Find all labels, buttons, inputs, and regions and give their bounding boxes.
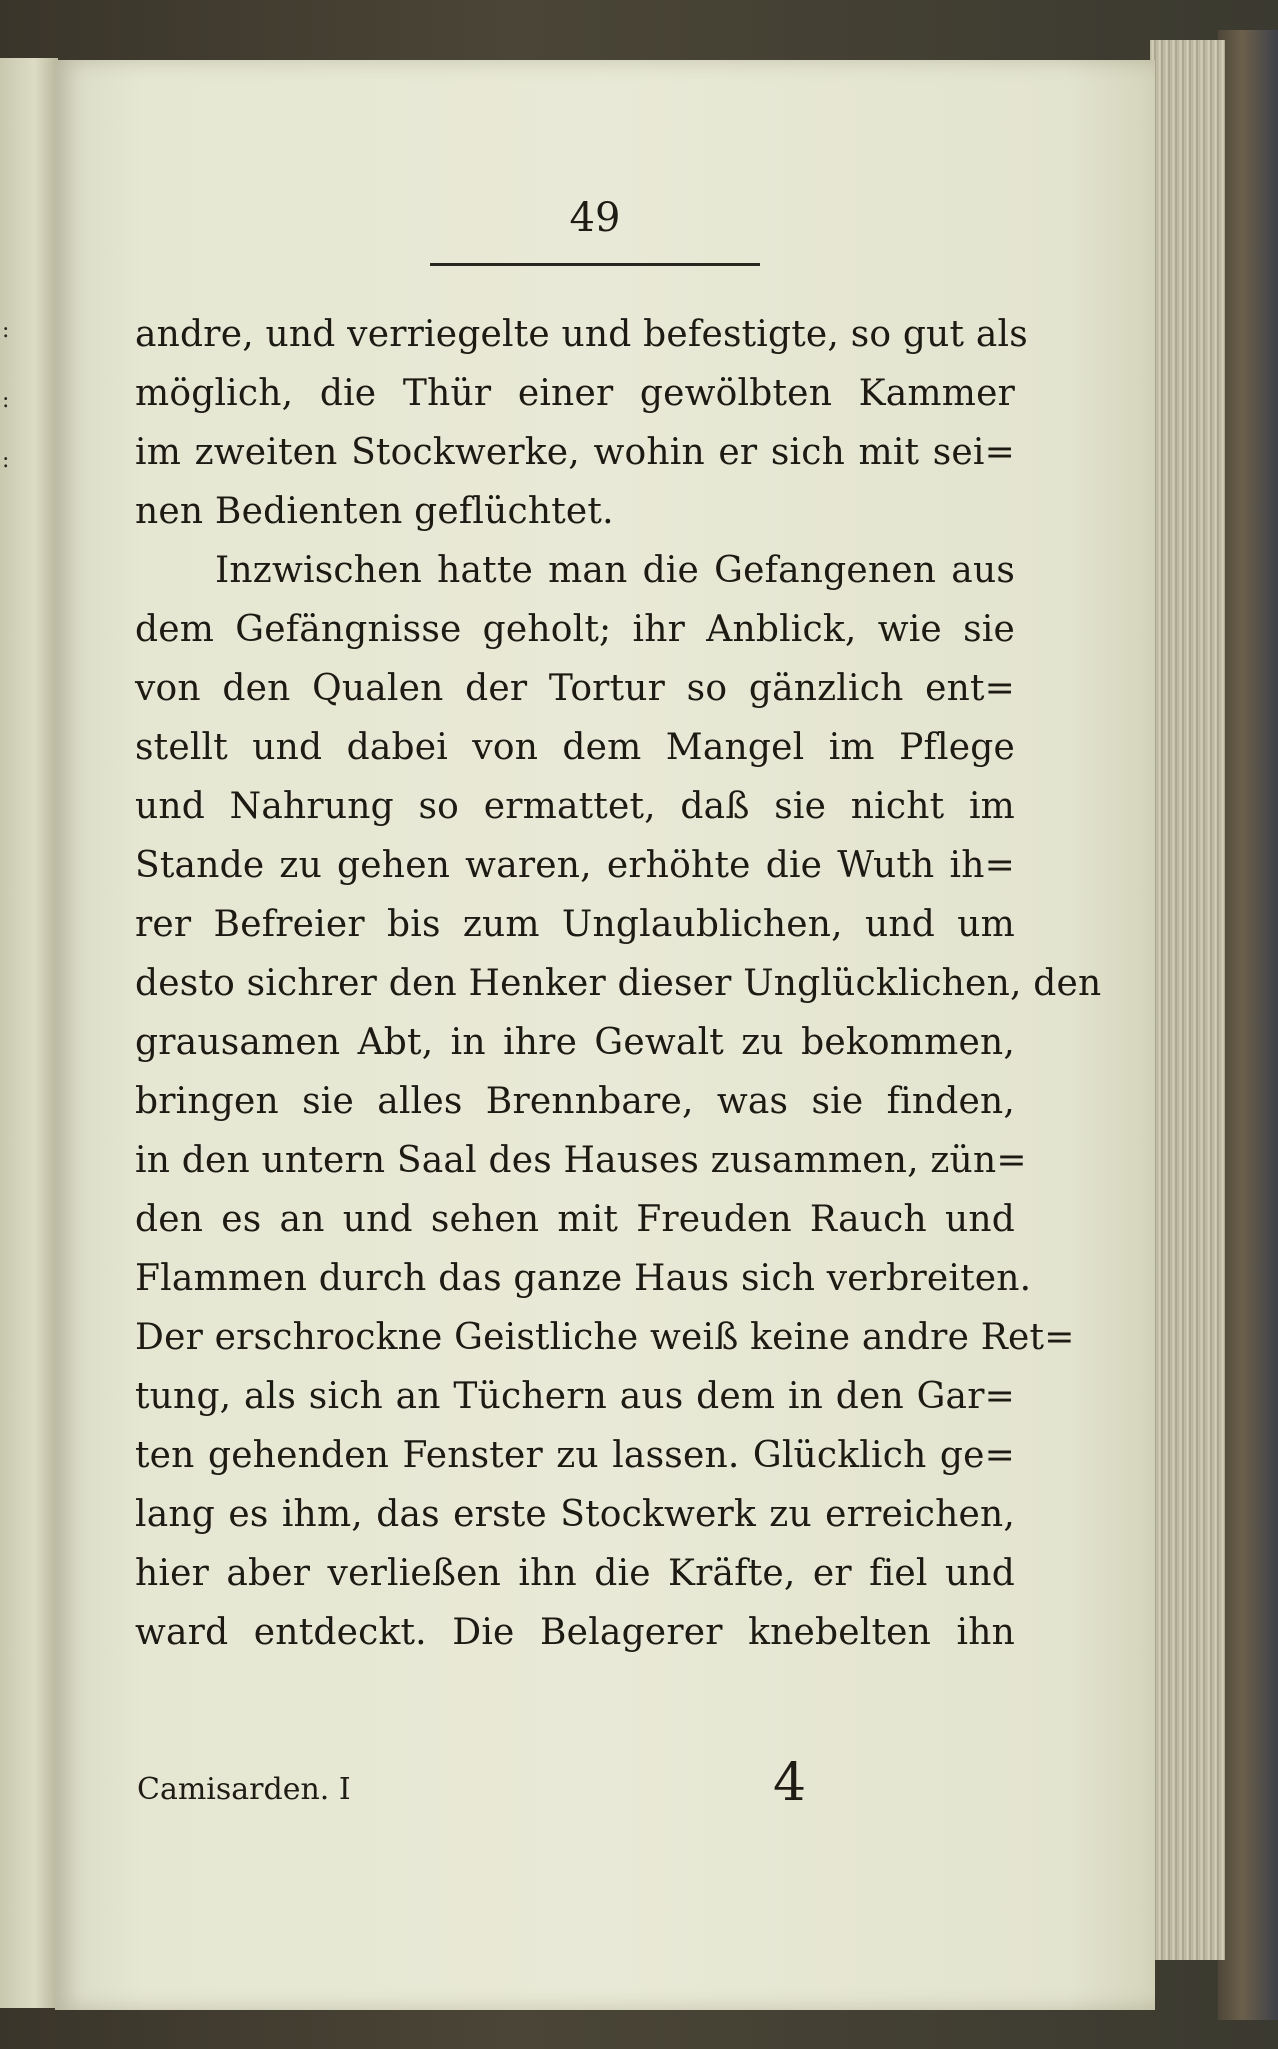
previous-page-mark: : [2,388,10,413]
page-number: 49 [569,195,621,241]
text-line: desto sichrer den Henker dieser Unglücklichen, den [135,963,1102,1004]
text-line: Inzwischen hatte man die Gefangenen aus [215,550,1015,591]
text-line: von den Qualen der Tortur so gänzlich ent= [135,668,1015,709]
text-line: ten gehenden Fenster zu lassen. Glücklich ge= [135,1435,1015,1476]
text-line: bringen sie alles Brennbare, was sie finden, [135,1081,1015,1122]
previous-page-mark: : [2,448,10,473]
text-line: Der erschrockne Geistliche weiß keine andre Ret= [135,1317,1075,1358]
text-line: dem Gefängnisse geholt; ihr Anblick, wie sie [135,609,1015,650]
text-line: grausamen Abt, in ihre Gewalt zu bekommen, [135,1022,1015,1063]
page-edges [1150,40,1225,1960]
previous-page [0,58,58,2008]
text-line: in den untern Saal des Hauses zusammen, zün= [135,1140,1027,1181]
book-page [55,60,1155,2010]
text-line: und Nahrung so ermattet, daß sie nicht im [135,786,1015,827]
signature-mark: 4 [773,1753,807,1813]
previous-page-mark: : [2,318,10,343]
text-line: lang es ihm, das erste Stockwerk zu erreichen, [135,1494,1015,1535]
book-spine [1218,30,1278,2020]
body-text [135,305,1102,1662]
text-line: rer Befreier bis zum Unglaublichen, und um [135,904,1015,945]
text-line: hier aber verließen ihn die Kräfte, er fiel und [135,1553,1015,1594]
text-line: ward entdeckt. Die Belagerer knebelten ihn [135,1612,1015,1653]
header-rule [430,263,760,266]
text-line: möglich, die Thür einer gewölbten Kammer [135,373,1015,414]
text-line: Stande zu gehen waren, erhöhte die Wuth ih= [135,845,1015,886]
text-line: stellt und dabei von dem Mangel im Pflege [135,727,1015,768]
text-line: tung, als sich an Tüchern aus dem in den Gar= [135,1376,1015,1417]
text-line: den es an und sehen mit Freuden Rauch und [135,1199,1015,1240]
text-line: nen Bedienten geflüchtet. [135,491,614,532]
signature-line: Camisarden. I [137,1772,351,1807]
text-line: im zweiten Stockwerke, wohin er sich mit sei= [135,432,1015,473]
text-line: andre, und verriegelte und befestigte, so gut als [135,314,1028,355]
text-line: Flammen durch das ganze Haus sich verbreiten. [135,1258,1032,1299]
